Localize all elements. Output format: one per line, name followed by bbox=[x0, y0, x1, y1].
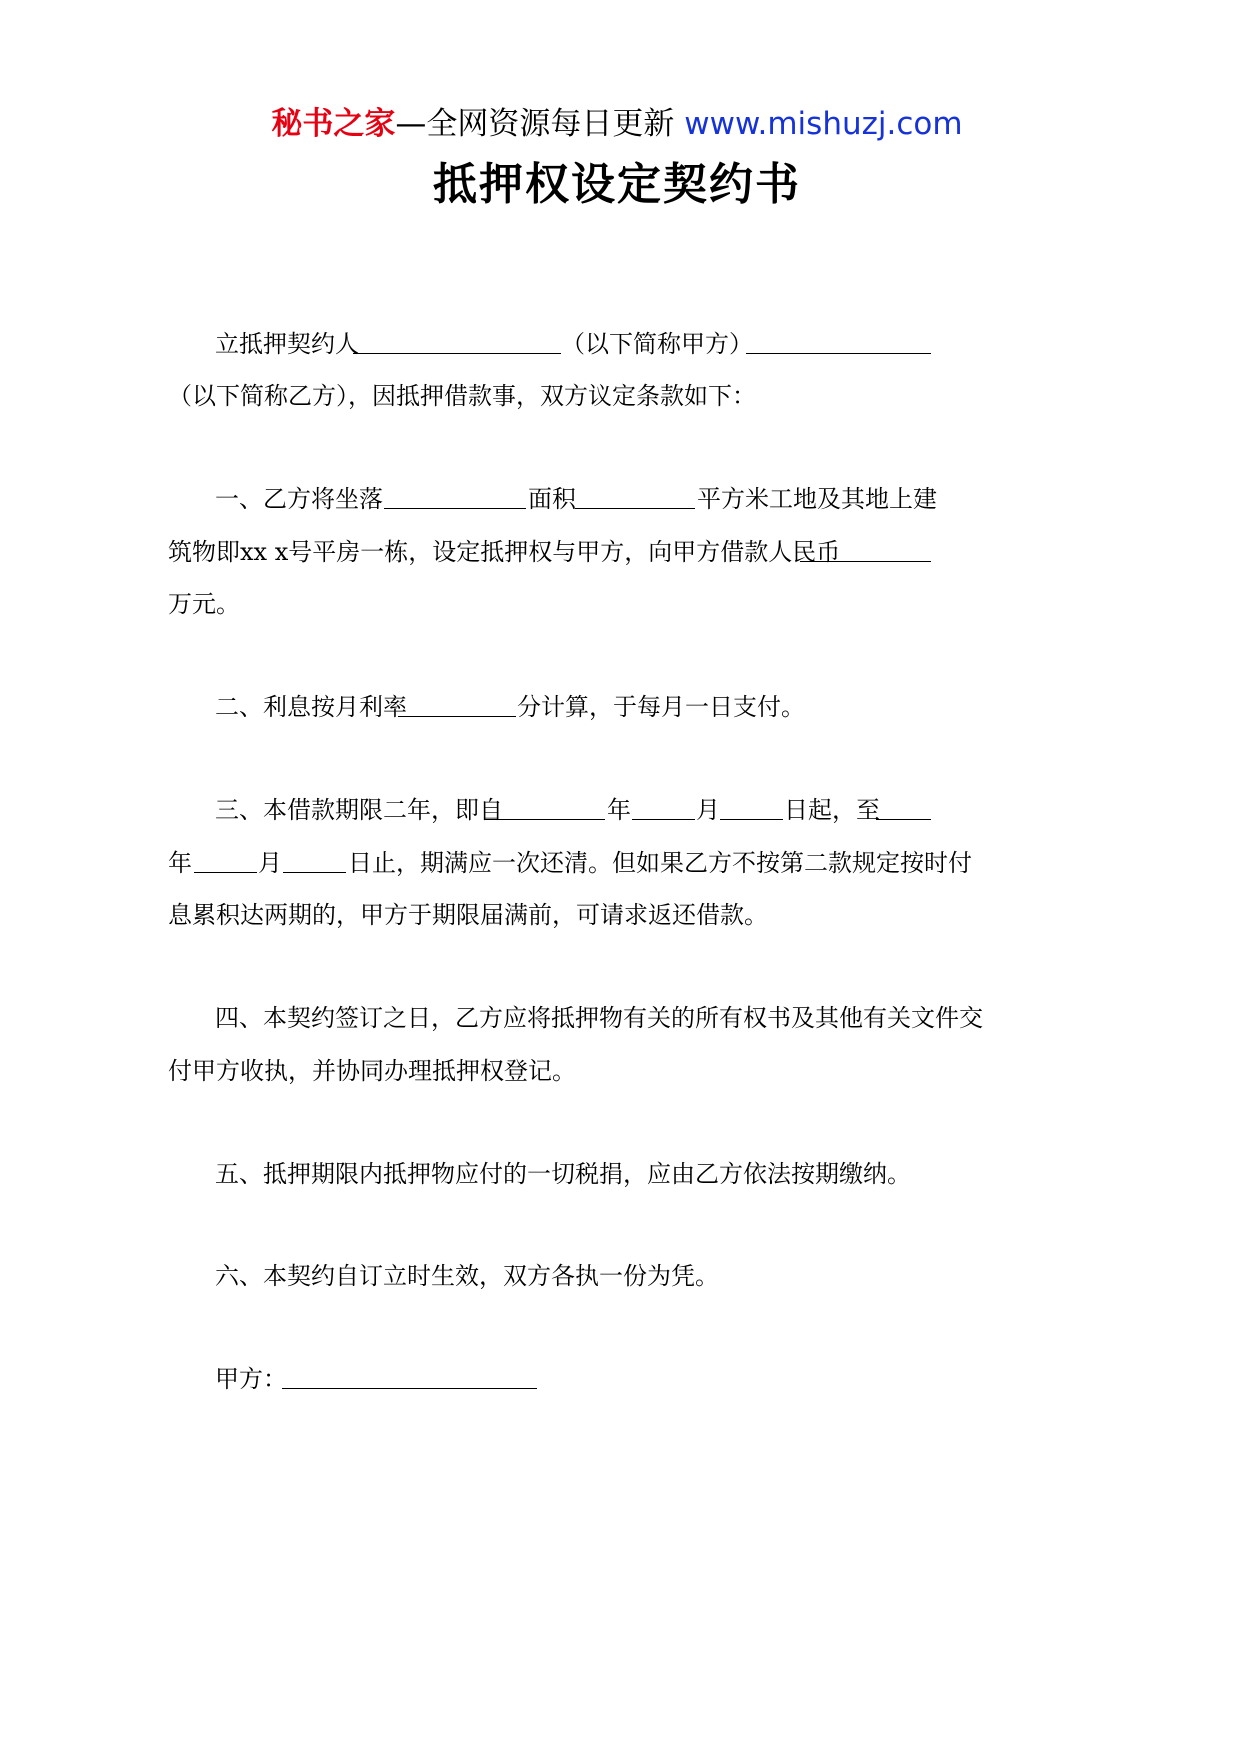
start-day-blank[interactable] bbox=[720, 793, 783, 820]
clause1-text-c: 平方米工地及其地上建 bbox=[697, 485, 937, 513]
clause3-year-label-2: 年 bbox=[168, 849, 192, 877]
clause3-text-a: 三、本借款期限二年，即自 bbox=[215, 796, 503, 824]
interest-rate-blank[interactable] bbox=[398, 690, 516, 717]
clause3-day-from: 日起，至 bbox=[784, 796, 880, 824]
start-year-blank[interactable] bbox=[485, 793, 605, 820]
preamble-text-1: 立抵押契约人 bbox=[215, 330, 359, 358]
start-month-blank[interactable] bbox=[632, 793, 695, 820]
site-brand: 秘书之家 bbox=[271, 106, 396, 142]
preamble-text-3: （以下简称乙方），因抵押借款事，双方议定条款如下： bbox=[168, 382, 756, 410]
site-url-link[interactable]: www.mishuzj.com bbox=[684, 106, 963, 142]
clause3-day-to: 日止，期满应一次还清。但如果乙方不按第二款规定按时付 bbox=[348, 849, 972, 877]
site-header bbox=[0, 104, 1234, 144]
clause4-text-b: 付甲方收执，并协同办理抵押权登记。 bbox=[168, 1057, 576, 1085]
location-blank[interactable] bbox=[384, 482, 526, 509]
contractor-blank[interactable] bbox=[353, 327, 561, 354]
clause3-month-label-2: 月 bbox=[258, 849, 282, 877]
clause4-text-a: 四、本契约签订之日，乙方应将抵押物有关的所有权书及其他有关文件交 bbox=[215, 1004, 983, 1032]
clause1-text-a: 一、乙方将坐落 bbox=[215, 485, 383, 513]
clause1-text-e: 万元。 bbox=[168, 590, 240, 618]
clause3-text-c: 息累积达两期的，甲方于期限届满前，可请求返还借款。 bbox=[168, 901, 768, 929]
end-day-blank[interactable] bbox=[283, 846, 346, 873]
clause1-text-d: 筑物即xx x号平房一栋，设定抵押权与甲方，向甲方借款人民币 bbox=[168, 538, 841, 566]
party-a-signature-blank[interactable] bbox=[282, 1362, 537, 1389]
end-year-blank[interactable] bbox=[876, 793, 931, 820]
party-a-label: 甲方： bbox=[215, 1365, 287, 1393]
clause2-text-a: 二、利息按月利率 bbox=[215, 693, 407, 721]
loan-amount-blank[interactable] bbox=[800, 535, 931, 562]
document-title: 抵押权设定契约书 bbox=[433, 159, 801, 210]
preamble-text-2: （以下简称甲方） bbox=[561, 330, 753, 358]
end-month-blank[interactable] bbox=[194, 846, 257, 873]
clause6-text: 六、本契约自订立时生效，双方各执一份为凭。 bbox=[215, 1262, 719, 1290]
party-b-blank[interactable] bbox=[746, 327, 931, 354]
clause2-text-b: 分计算，于每月一日支付。 bbox=[517, 693, 805, 721]
clause5-text: 五、抵押期限内抵押物应付的一切税捐，应由乙方依法按期缴纳。 bbox=[215, 1160, 911, 1188]
area-blank[interactable] bbox=[575, 482, 695, 509]
clause1-text-b: 面积 bbox=[528, 485, 576, 513]
site-slogan: —全网资源每日更新 bbox=[395, 106, 675, 142]
clause3-month-label-1: 月 bbox=[696, 796, 720, 824]
clause3-year-label-1: 年 bbox=[607, 796, 631, 824]
